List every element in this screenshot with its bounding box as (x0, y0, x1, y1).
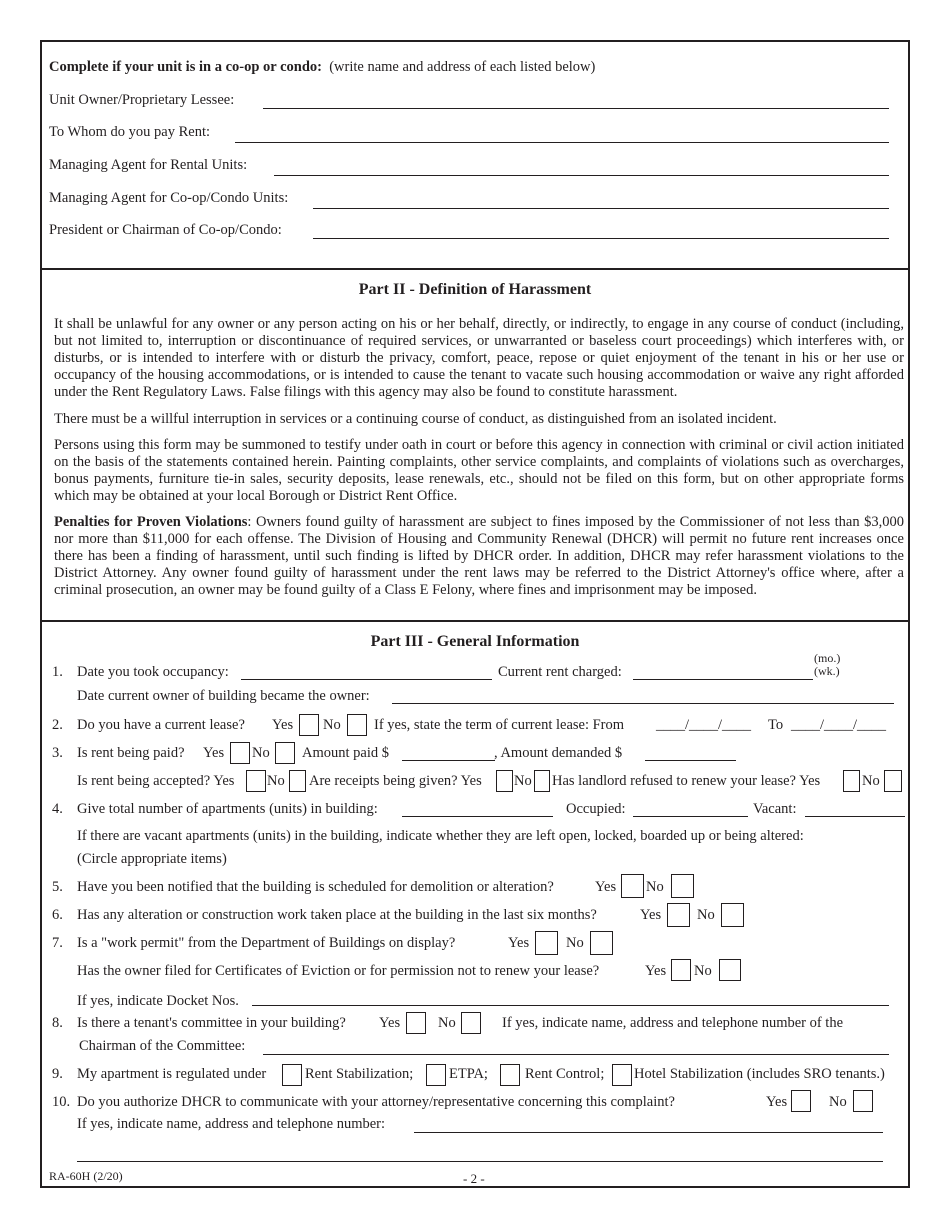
yes-label: Yes (766, 1094, 788, 1110)
rent-stabilization-label: Rent Stabilization; (305, 1066, 414, 1082)
docket-numbers-field[interactable] (252, 1005, 889, 1006)
question-number: 3. (52, 745, 63, 761)
managing-agent-rental-field[interactable] (274, 175, 889, 176)
no-label: No (566, 935, 584, 951)
unit-owner-field[interactable] (263, 108, 889, 109)
owner-date-field[interactable] (392, 703, 894, 704)
coop-field-label: President or Chairman of Co-op/Condo: (49, 222, 282, 238)
section-divider (40, 268, 910, 270)
no-label: No (267, 773, 285, 789)
part2-paragraph-penalties: Penalties for Proven Violations: Owners found guilty of harassment are subject to fines imposed by the Commissioner of not less than $3,000 nor more than $11,000 for each offense. The Division of Housing and Community Renewal (DHCR) will permit no future rent increases once there has been a finding of harassment, until such finding is lifted by DHCR order. In addition, DHCR may refer harassment violations to the District Attorney. Any owner found guilty of harassment under the rent laws may be referred to the District Attorney's office where, after a criminal prosecution, an owner may be found guilty of a Class E Felony, where fines and imprisonment may be imposed. (54, 514, 904, 598)
alteration-no-checkbox[interactable] (721, 903, 744, 927)
total-apartments-label: Give total number of apartments (units) in building: (77, 801, 378, 817)
vacant-units-instruction: If there are vacant apartments (units) in the building, indicate whether they are left open, locked, boarded up or being altered: (77, 828, 804, 844)
alteration-yes-checkbox[interactable] (667, 903, 690, 927)
part3-title: Part III - General Information (370, 633, 580, 650)
yes-label: Yes (379, 1015, 401, 1031)
docket-label: If yes, indicate Docket Nos. (77, 993, 239, 1009)
eviction-certificates-question: Has the owner filed for Certificates of Eviction or for permission not to renew your lease? (77, 963, 600, 979)
circle-items-note: (Circle appropriate items) (77, 851, 227, 867)
part2-title: Part II - Definition of Harassment (358, 281, 592, 298)
refused-renewal-no-checkbox[interactable] (884, 770, 902, 792)
rent-paid-label: Is rent being paid? (77, 745, 185, 761)
managing-agent-coop-field[interactable] (313, 208, 889, 209)
section-divider (40, 620, 910, 622)
chairman-field[interactable] (263, 1054, 889, 1055)
rent-accepted-yes-checkbox[interactable] (246, 770, 266, 792)
current-rent-label: Current rent charged: (498, 664, 622, 680)
chairman-label: Chairman of the Committee: (79, 1038, 246, 1054)
no-label: No (829, 1094, 847, 1110)
amount-paid-label: Amount paid $ (302, 745, 389, 761)
no-label: No (252, 745, 270, 761)
question-number: 7. (52, 935, 63, 951)
etpa-label: ETPA; (449, 1066, 488, 1082)
receipts-no-checkbox[interactable] (534, 770, 550, 792)
coop-field-label: Managing Agent for Co-op/Condo Units: (49, 190, 289, 206)
no-label: No (646, 879, 664, 895)
amount-paid-field[interactable] (402, 760, 495, 761)
amount-demanded-label: , Amount demanded $ (494, 745, 623, 761)
no-label: No (323, 717, 341, 733)
demolition-no-checkbox[interactable] (671, 874, 694, 898)
lease-no-checkbox[interactable] (347, 714, 367, 736)
question-number: 10. (52, 1094, 71, 1110)
demolition-yes-checkbox[interactable] (621, 874, 644, 898)
receipts-yes-checkbox[interactable] (496, 770, 513, 792)
current-rent-field[interactable] (633, 679, 813, 680)
representative-info-label: If yes, indicate name, address and telephone number: (77, 1116, 386, 1132)
no-label: No (862, 773, 880, 789)
yes-label: Yes (272, 717, 294, 733)
rent-control-checkbox[interactable] (500, 1064, 520, 1086)
question-number: 8. (52, 1015, 63, 1031)
part2-paragraph-3: Persons using this form may be summoned to testify under oath in court or before this agency in connection with criminal or civil action initiated on the basis of the statements contained herein. Painting complaints, other service complaints, and complaints of violations such as overcharges, bonus payments, furniture tie-in sales, security deposits, lease renewals, etc., should not be filed on this form, but on other appropriate forms which may be obtained at your local Borough or District Rent Office. (54, 437, 904, 504)
authorize-dhcr-question: Do you authorize DHCR to communicate with your attorney/representative concerning this complaint? (77, 1094, 675, 1110)
question-number: 2. (52, 717, 63, 733)
work-permit-yes-checkbox[interactable] (535, 931, 558, 955)
yes-label: Yes (640, 907, 662, 923)
rent-paid-yes-checkbox[interactable] (230, 742, 250, 764)
part2-paragraph-1: It shall be unlawful for any owner or any person acting on his or her behalf, directly, or indirectly, to engage in any course of conduct (including, but not limited to, interruption or discontinuance of required services, or unwarranted or baseless court proceedings) which interferes with, or disturbs, or is intended to interfere with or disturb the privacy, comfort, peace, repose or quiet enjoyment of the tenant in his or her use or occupancy of the housing accommodations, or is intended to cause the tenant to vacate such housing accommodation or waive any right afforded under the Rent Regulatory Laws. False filings with this agency may also be found to constitute harassment. (54, 316, 904, 400)
lease-yes-checkbox[interactable] (299, 714, 319, 736)
rent-control-label: Rent Control; (525, 1066, 605, 1082)
occupancy-date-field[interactable] (241, 679, 492, 680)
yes-label: Yes (645, 963, 667, 979)
current-lease-label: Do you have a current lease? (77, 717, 245, 733)
coop-field-label: Unit Owner/Proprietary Lessee: (49, 92, 235, 108)
rent-accepted-label: Is rent being accepted? Yes (77, 773, 235, 789)
representative-info-field[interactable] (414, 1132, 883, 1133)
occupied-field[interactable] (633, 816, 748, 817)
yes-label: Yes (508, 935, 530, 951)
refused-renewal-yes-checkbox[interactable] (843, 770, 860, 792)
rent-accepted-no-checkbox[interactable] (289, 770, 306, 792)
alteration-question: Has any alteration or construction work taken place at the building in the last six months? (77, 907, 597, 923)
work-permit-question: Is a "work permit" from the Department of Buildings on display? (77, 935, 456, 951)
amount-demanded-field[interactable] (645, 760, 736, 761)
no-label: No (438, 1015, 456, 1031)
yes-label: Yes (203, 745, 225, 761)
authorize-no-checkbox[interactable] (853, 1090, 873, 1112)
hotel-stabilization-label: Hotel Stabilization (includes SRO tenants.) (634, 1066, 885, 1082)
no-label: No (697, 907, 715, 923)
yes-label: Yes (595, 879, 617, 895)
tenant-committee-question: Is there a tenant's committee in your building? (77, 1015, 346, 1031)
eviction-yes-checkbox[interactable] (671, 959, 691, 981)
coop-heading: Complete if your unit is in a co-op or condo: (write name and address of each listed below) (49, 59, 596, 75)
etpa-checkbox[interactable] (426, 1064, 446, 1086)
question-number: 5. (52, 879, 63, 895)
form-id: RA-60H (2/20) (49, 1169, 123, 1183)
rent-paid-no-checkbox[interactable] (275, 742, 295, 764)
question-number: 1. (52, 664, 63, 680)
no-label: No (514, 773, 532, 789)
regulated-under-label: My apartment is regulated under (77, 1066, 267, 1082)
question-number: 4. (52, 801, 63, 817)
rent-period-wk: (wk.) (814, 664, 840, 678)
rent-period-mo: (mo.) (814, 651, 841, 665)
coop-field-label: Managing Agent for Rental Units: (49, 157, 248, 173)
president-chairman-field[interactable] (313, 238, 889, 239)
eviction-no-checkbox[interactable] (719, 959, 741, 981)
vacant-label: Vacant: (753, 801, 797, 817)
representative-info-field-2[interactable] (77, 1161, 883, 1162)
committee-yes-checkbox[interactable] (406, 1012, 426, 1034)
committee-info-instruction: If yes, indicate name, address and telephone number of the (502, 1015, 844, 1031)
total-apartments-field[interactable] (402, 816, 553, 817)
demolition-question: Have you been notified that the building is scheduled for demolition or alteration? (77, 879, 554, 895)
pay-rent-to-field[interactable] (235, 142, 889, 143)
receipts-given-label: Are receipts being given? Yes (309, 773, 482, 789)
hotel-stabilization-checkbox[interactable] (612, 1064, 632, 1086)
refused-renewal-label: Has landlord refused to renew your lease? Yes (552, 773, 821, 789)
committee-no-checkbox[interactable] (461, 1012, 481, 1034)
work-permit-no-checkbox[interactable] (590, 931, 613, 955)
coop-field-label: To Whom do you pay Rent: (49, 124, 211, 140)
rent-stabilization-checkbox[interactable] (282, 1064, 302, 1086)
question-number: 6. (52, 907, 63, 923)
lease-to-label: To (768, 717, 784, 733)
occupied-label: Occupied: (566, 801, 626, 817)
no-label: No (694, 963, 712, 979)
lease-from-date-field[interactable]: ____/____/____ (656, 717, 752, 733)
question-number: 9. (52, 1066, 63, 1082)
lease-to-date-field[interactable]: ____/____/____ (791, 717, 887, 733)
vacant-field[interactable] (805, 816, 905, 817)
lease-term-label: If yes, state the term of current lease: From (374, 717, 625, 733)
part2-paragraph-2: There must be a willful interruption in services or a continuing course of conduct, as distinguished from an isolated incident. (54, 411, 777, 427)
page-number: - 2 - (463, 1171, 485, 1186)
authorize-yes-checkbox[interactable] (791, 1090, 811, 1112)
owner-date-label: Date current owner of building became the owner: (77, 688, 370, 704)
occupancy-date-label: Date you took occupancy: (77, 664, 229, 680)
